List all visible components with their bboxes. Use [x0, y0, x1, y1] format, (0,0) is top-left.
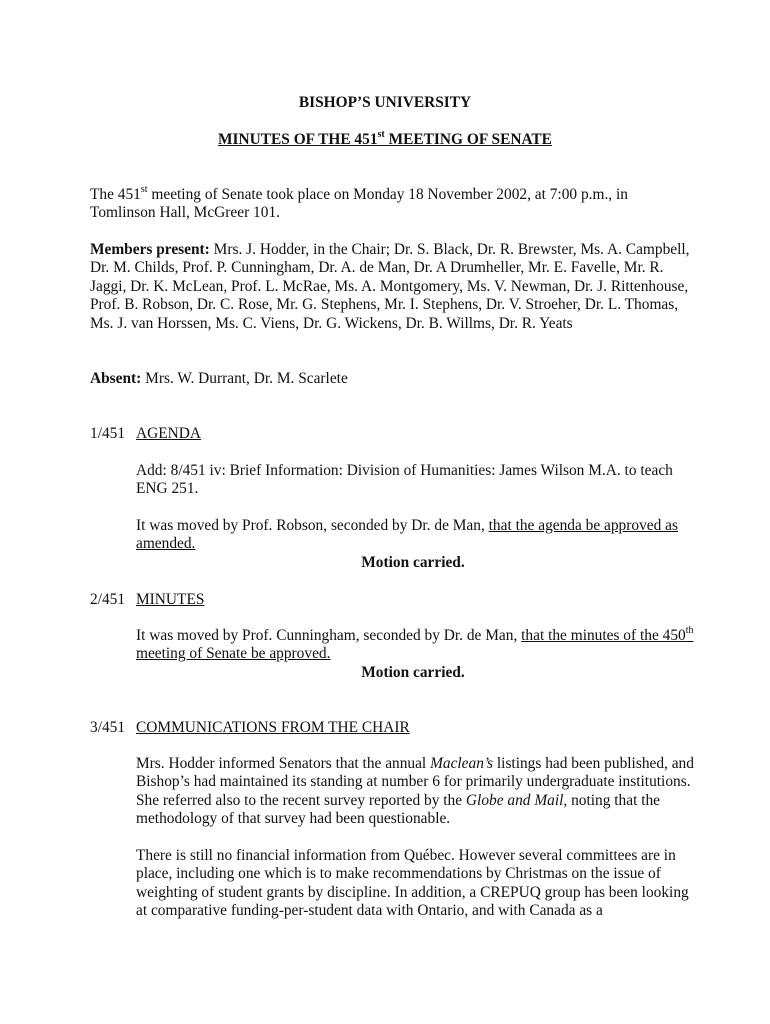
absent-label: Absent:: [90, 370, 142, 387]
agenda-addition: Add: 8/451 iv: Brief Information: Division of Humanities: James Wilson M.A. to teach ENG 251.: [136, 462, 673, 498]
document-title: MINUTES OF THE 451st MEETING OF SENATE: [218, 128, 552, 148]
section-heading-minutes: MINUTES: [136, 591, 205, 608]
communications-paragraph-2: There is still no financial information from Québec. However several committees are in place, including one which is to make recommendations by Christmas on the issue of weighting of student grants by discipline. In addition, a CREPUQ group has been looking at comparative funding-per-student data with Ontario, and with Canada as a: [136, 847, 689, 920]
section-number-agenda: 1/451: [90, 425, 126, 442]
absent-list: Absent: Mrs. W. Durrant, Dr. M. Scarlete: [90, 370, 348, 387]
agenda-motion-text: It was moved by Prof. Robson, seconded by Dr. de Man, that the agenda be approved as amended.: [136, 517, 678, 553]
section-number-communications: 3/451: [90, 719, 126, 736]
agenda-motion-result: Motion carried.: [361, 554, 465, 571]
section-heading-agenda: AGENDA: [136, 425, 201, 442]
members-present: Members present: Mrs. J. Hodder, in the Chair; Dr. S. Black, Dr. R. Brewster, Ms. A. Campbell, Dr. M. Childs, Prof. P. Cunningham, Dr. A. de Man, Dr. A Drumheller, Mr. E. Favelle, Mr. R. Jaggi, Dr. K. McLean, Prof. L. McRae, Ms. A. Montgomery, Ms. V. Newman, Dr. J. Rittenhouse, Prof. B. Robson, Dr. C. Rose, Mr. G. Stephens, Mr. I. Stephens, Dr. V. Stroeher, Dr. L. Thomas, Ms. J. van Horssen, Ms. C. Viens, Dr. G. Wickens, Dr. B. Willms, Dr. R. Yeats: [90, 241, 690, 332]
university-heading: BISHOP’S UNIVERSITY: [298, 94, 472, 111]
communications-paragraph-1: Mrs. Hodder informed Senators that the annual Maclean’s listings had been published, and Bishop’s had maintained its standing at number 6 for primarily undergraduate institutions. She referred also to the recent survey reported by the Globe and Mail, noting that the methodology of that survey had been questionable.: [136, 755, 694, 828]
minutes-motion-result: Motion carried.: [361, 664, 465, 681]
section-number-minutes: 2/451: [90, 591, 126, 608]
section-heading-communications: COMMUNICATIONS FROM THE CHAIR: [136, 719, 410, 736]
minutes-motion-text: It was moved by Prof. Cunningham, seconded by Dr. de Man, that the minutes of the 450th meeting of Senate be approved.: [136, 624, 694, 663]
intro-paragraph: The 451st meeting of Senate took place on Monday 18 November 2002, at 7:00 p.m., in Tomlinson Hall, McGreer 101.: [90, 183, 628, 222]
members-label: Members present:: [90, 241, 210, 258]
